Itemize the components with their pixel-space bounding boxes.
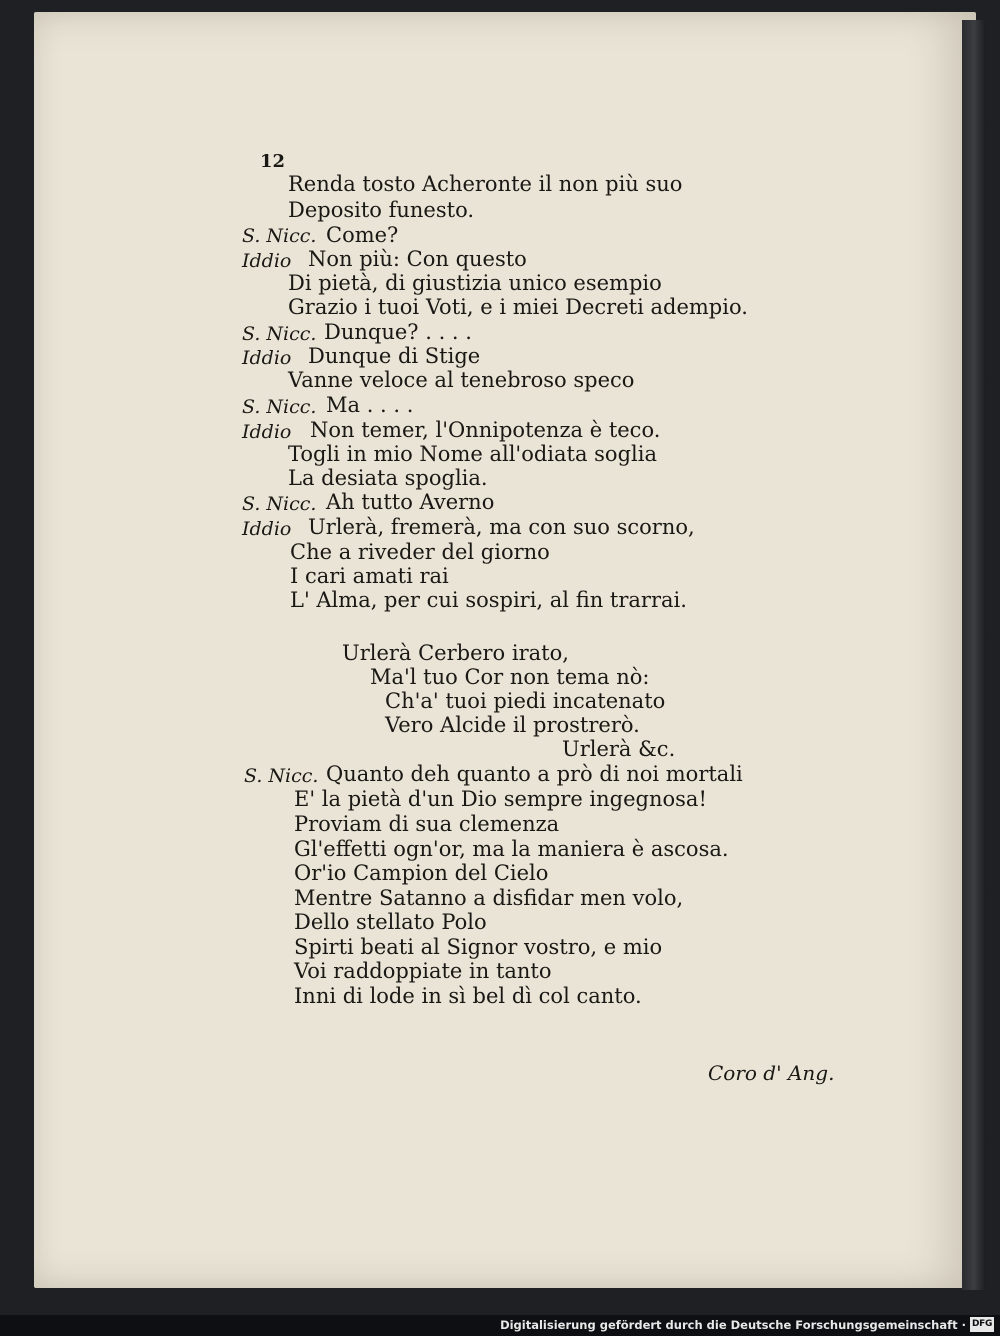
dfg-logo-icon: DFG xyxy=(970,1317,994,1332)
footer-credit: Digitalisierung gefördert durch die Deutsche Forschungsgemeinschaft · xyxy=(500,1318,966,1332)
verse-line: Quanto deh quanto a prò di noi mortali xyxy=(326,762,743,786)
aria-repeat: Urlerà &c. xyxy=(562,737,676,761)
verse-line: Come? xyxy=(326,223,399,247)
speaker-label: Iddio xyxy=(242,421,292,443)
verse-line: Mentre Satanno a disfidar men volo, xyxy=(294,886,684,910)
aria-line: Ch'a' tuoi piedi incatenato xyxy=(385,689,666,713)
verse-line: Non più: Con questo xyxy=(308,247,527,271)
verse-line: Dunque? . . . . xyxy=(324,320,472,344)
speaker-label: Iddio xyxy=(242,518,292,540)
aria-line: Vero Alcide il prostrerò. xyxy=(385,713,640,737)
verse-line: Dunque di Stige xyxy=(308,344,481,368)
verse-line: I cari amati rai xyxy=(290,564,449,588)
verse-line: Or'io Campion del Cielo xyxy=(294,861,549,885)
verse-line: Ma . . . . xyxy=(326,393,414,417)
speaker-label: S. Nicc. xyxy=(242,225,317,247)
speaker-label: S. Nicc. xyxy=(244,765,319,787)
verse-line: Che a riveder del giorno xyxy=(290,540,550,564)
verse-line: L' Alma, per cui sospiri, al fin trarrai. xyxy=(290,588,687,612)
verse-line: Spirti beati al Signor vostro, e mio xyxy=(294,935,663,959)
verse-line: Non temer, l'Onnipotenza è teco. xyxy=(310,418,661,442)
verse-line: Dello stellato Polo xyxy=(294,910,487,934)
catchword: Coro d' Ang. xyxy=(708,1061,835,1085)
verse-line: Renda tosto Acheronte il non più suo xyxy=(288,172,683,196)
aria-line: Ma'l tuo Cor non tema nò: xyxy=(370,665,650,689)
verse-line: Togli in mio Nome all'odiata soglia xyxy=(288,442,657,466)
verse-line: Vanne veloce al tenebroso speco xyxy=(288,368,635,392)
verse-line: Ah tutto Averno xyxy=(326,490,495,514)
verse-line: Di pietà, di giustizia unico esempio xyxy=(288,271,662,295)
speaker-label: S. Nicc. xyxy=(242,323,317,345)
verse-line: Gl'effetti ogn'or, ma la maniera è ascosa. xyxy=(294,837,729,861)
verse-line: Voi raddoppiate in tanto xyxy=(294,959,552,983)
speaker-label: Iddio xyxy=(242,347,292,369)
verse-line: Deposito funesto. xyxy=(288,198,475,222)
speaker-label: S. Nicc. xyxy=(242,493,317,515)
verse-line: Grazio i tuoi Voti, e i miei Decreti adempio. xyxy=(288,295,748,319)
verse-line: Inni di lode in sì bel dì col canto. xyxy=(294,984,642,1008)
verse-line: Urlerà, fremerà, ma con suo scorno, xyxy=(308,515,695,539)
speaker-label: Iddio xyxy=(242,250,292,272)
aria-line: Urlerà Cerbero irato, xyxy=(342,641,569,665)
page-number: 12 xyxy=(260,151,286,172)
verse-line: E' la pietà d'un Dio sempre ingegnosa! xyxy=(294,787,707,811)
verse-line: La desiata spoglia. xyxy=(288,466,488,490)
speaker-label: S. Nicc. xyxy=(242,396,317,418)
digitization-footer xyxy=(0,1315,1000,1336)
verse-line: Proviam di sua clemenza xyxy=(294,812,560,836)
